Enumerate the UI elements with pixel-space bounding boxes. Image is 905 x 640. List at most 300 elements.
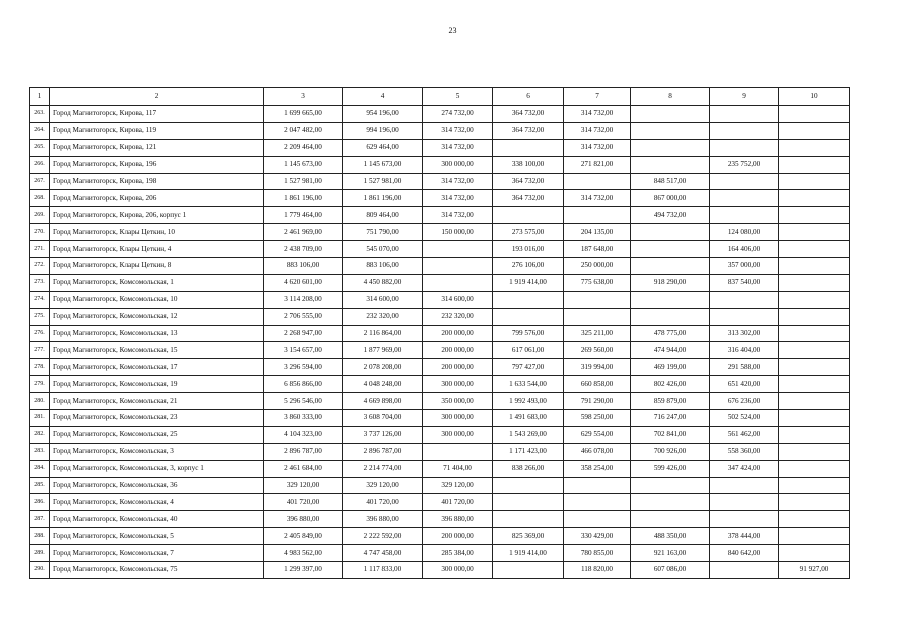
value-cell-9: 840 642,00 (710, 545, 779, 562)
table-row (30, 325, 850, 342)
value-cell-10 (779, 359, 850, 376)
row-number: 290. (30, 562, 50, 579)
value-cell-5: 329 120,00 (423, 477, 493, 494)
row-number: 289. (30, 545, 50, 562)
value-cell-4: 1 877 969,00 (343, 342, 423, 359)
value-cell-10 (779, 173, 850, 190)
row-number: 284. (30, 460, 50, 477)
value-cell-7 (564, 494, 631, 511)
value-cell-9 (710, 562, 779, 579)
row-number: 266. (30, 156, 50, 173)
value-cell-7: 775 638,00 (564, 274, 631, 291)
value-cell-7 (564, 173, 631, 190)
value-cell-8: 474 944,00 (631, 342, 710, 359)
value-cell-4: 994 196,00 (343, 122, 423, 139)
table-row (30, 545, 850, 562)
value-cell-7: 780 855,00 (564, 545, 631, 562)
address-cell: Город Магнитогорск, Комсомольская, 3, корпус 1 (50, 460, 264, 477)
value-cell-10 (779, 426, 850, 443)
value-cell-6: 276 106,00 (493, 258, 564, 275)
column-header: 1 (30, 88, 50, 106)
value-cell-10 (779, 308, 850, 325)
value-cell-8: 918 290,00 (631, 274, 710, 291)
value-cell-3: 2 706 555,00 (264, 308, 343, 325)
row-number: 268. (30, 190, 50, 207)
value-cell-4: 2 896 787,00 (343, 443, 423, 460)
value-cell-7 (564, 477, 631, 494)
value-cell-3: 3 296 594,00 (264, 359, 343, 376)
address-cell: Город Магнитогорск, Клары Цеткин, 4 (50, 241, 264, 258)
value-cell-9 (710, 122, 779, 139)
value-cell-5: 300 000,00 (423, 410, 493, 427)
table-row (30, 274, 850, 291)
value-cell-7: 598 250,00 (564, 410, 631, 427)
address-cell: Город Магнитогорск, Комсомольская, 19 (50, 376, 264, 393)
value-cell-9: 347 424,00 (710, 460, 779, 477)
value-cell-3: 3 154 657,00 (264, 342, 343, 359)
value-cell-8: 859 879,00 (631, 393, 710, 410)
value-cell-3: 1 779 464,00 (264, 207, 343, 224)
value-cell-8 (631, 258, 710, 275)
table-row (30, 460, 850, 477)
row-number: 277. (30, 342, 50, 359)
value-cell-5: 314 732,00 (423, 190, 493, 207)
value-cell-10 (779, 241, 850, 258)
value-cell-10 (779, 393, 850, 410)
value-cell-8: 599 426,00 (631, 460, 710, 477)
value-cell-9 (710, 494, 779, 511)
value-cell-9 (710, 308, 779, 325)
value-cell-5 (423, 274, 493, 291)
value-cell-6: 799 576,00 (493, 325, 564, 342)
column-header: 6 (493, 88, 564, 106)
table-row (30, 173, 850, 190)
value-cell-8 (631, 291, 710, 308)
value-cell-6: 1 919 414,00 (493, 545, 564, 562)
value-cell-9 (710, 207, 779, 224)
value-cell-7: 358 254,00 (564, 460, 631, 477)
value-cell-6: 273 575,00 (493, 224, 564, 241)
table-row (30, 511, 850, 528)
value-cell-3: 2 047 482,00 (264, 122, 343, 139)
value-cell-4: 1 117 833,00 (343, 562, 423, 579)
value-cell-3: 4 104 323,00 (264, 426, 343, 443)
address-cell: Город Магнитогорск, Комсомольская, 5 (50, 528, 264, 545)
address-cell: Город Магнитогорск, Комсомольская, 75 (50, 562, 264, 579)
table-row (30, 494, 850, 511)
address-cell: Город Магнитогорск, Комсомольская, 12 (50, 308, 264, 325)
table-row (30, 359, 850, 376)
value-cell-9 (710, 291, 779, 308)
table-row (30, 258, 850, 275)
value-cell-5: 300 000,00 (423, 376, 493, 393)
column-header: 7 (564, 88, 631, 106)
value-cell-5: 232 320,00 (423, 308, 493, 325)
value-cell-7: 269 560,00 (564, 342, 631, 359)
row-number: 288. (30, 528, 50, 545)
column-header: 9 (710, 88, 779, 106)
value-cell-4: 1 861 196,00 (343, 190, 423, 207)
value-cell-7 (564, 511, 631, 528)
address-cell: Город Магнитогорск, Комсомольская, 10 (50, 291, 264, 308)
value-cell-7 (564, 207, 631, 224)
value-cell-3: 2 405 849,00 (264, 528, 343, 545)
value-cell-4: 3 608 704,00 (343, 410, 423, 427)
value-cell-3: 396 880,00 (264, 511, 343, 528)
value-cell-6 (493, 511, 564, 528)
column-header: 5 (423, 88, 493, 106)
value-cell-9: 235 752,00 (710, 156, 779, 173)
value-cell-8 (631, 241, 710, 258)
value-cell-7: 118 820,00 (564, 562, 631, 579)
value-cell-6 (493, 291, 564, 308)
table-row (30, 139, 850, 156)
value-cell-5: 71 404,00 (423, 460, 493, 477)
header-row (30, 88, 850, 106)
value-cell-5: 150 000,00 (423, 224, 493, 241)
value-cell-8: 867 000,00 (631, 190, 710, 207)
value-cell-6 (493, 494, 564, 511)
row-number: 286. (30, 494, 50, 511)
value-cell-10: 91 927,00 (779, 562, 850, 579)
table-row (30, 207, 850, 224)
address-cell: Город Магнитогорск, Комсомольская, 25 (50, 426, 264, 443)
value-cell-10 (779, 274, 850, 291)
table-row (30, 528, 850, 545)
value-cell-4: 2 222 592,00 (343, 528, 423, 545)
value-cell-4: 809 464,00 (343, 207, 423, 224)
column-header: 10 (779, 88, 850, 106)
value-cell-3: 883 106,00 (264, 258, 343, 275)
value-cell-6 (493, 562, 564, 579)
value-cell-8: 921 163,00 (631, 545, 710, 562)
value-cell-4: 883 106,00 (343, 258, 423, 275)
row-number: 264. (30, 122, 50, 139)
table-row (30, 393, 850, 410)
address-cell: Город Магнитогорск, Кирова, 117 (50, 106, 264, 123)
value-cell-9: 502 524,00 (710, 410, 779, 427)
value-cell-10 (779, 511, 850, 528)
table-row (30, 241, 850, 258)
value-cell-3: 2 461 969,00 (264, 224, 343, 241)
value-cell-7: 660 858,00 (564, 376, 631, 393)
value-cell-6: 364 732,00 (493, 106, 564, 123)
value-cell-5: 300 000,00 (423, 156, 493, 173)
value-cell-9: 357 000,00 (710, 258, 779, 275)
address-cell: Город Магнитогорск, Комсомольская, 15 (50, 342, 264, 359)
value-cell-4: 232 320,00 (343, 308, 423, 325)
address-cell: Город Магнитогорск, Комсомольская, 7 (50, 545, 264, 562)
value-cell-6: 1 992 493,00 (493, 393, 564, 410)
value-cell-7: 466 078,00 (564, 443, 631, 460)
value-cell-9 (710, 190, 779, 207)
value-cell-3: 329 120,00 (264, 477, 343, 494)
value-cell-5 (423, 241, 493, 258)
value-cell-7: 314 732,00 (564, 139, 631, 156)
value-cell-8: 607 086,00 (631, 562, 710, 579)
value-cell-5 (423, 258, 493, 275)
value-cell-7: 314 732,00 (564, 106, 631, 123)
table-row (30, 426, 850, 443)
row-number: 272. (30, 258, 50, 275)
table-row (30, 224, 850, 241)
address-cell: Город Магнитогорск, Комсомольская, 4 (50, 494, 264, 511)
row-number: 270. (30, 224, 50, 241)
value-cell-9 (710, 139, 779, 156)
value-cell-6: 1 633 544,00 (493, 376, 564, 393)
value-cell-4: 396 880,00 (343, 511, 423, 528)
value-cell-9 (710, 477, 779, 494)
row-number: 269. (30, 207, 50, 224)
value-cell-4: 1 527 981,00 (343, 173, 423, 190)
value-cell-7: 204 135,00 (564, 224, 631, 241)
value-cell-3: 401 720,00 (264, 494, 343, 511)
value-cell-10 (779, 122, 850, 139)
table-row (30, 190, 850, 207)
value-cell-3: 4 620 601,00 (264, 274, 343, 291)
address-cell: Город Магнитогорск, Кирова, 206, корпус 1 (50, 207, 264, 224)
value-cell-10 (779, 528, 850, 545)
value-cell-10 (779, 224, 850, 241)
value-cell-6: 1 491 683,00 (493, 410, 564, 427)
row-number: 263. (30, 106, 50, 123)
value-cell-9: 651 420,00 (710, 376, 779, 393)
row-number: 280. (30, 393, 50, 410)
value-cell-4: 401 720,00 (343, 494, 423, 511)
value-cell-5: 401 720,00 (423, 494, 493, 511)
value-cell-7: 271 821,00 (564, 156, 631, 173)
value-cell-8: 802 426,00 (631, 376, 710, 393)
value-cell-9: 378 444,00 (710, 528, 779, 545)
address-cell: Город Магнитогорск, Кирова, 198 (50, 173, 264, 190)
value-cell-9: 558 360,00 (710, 443, 779, 460)
value-cell-10 (779, 376, 850, 393)
value-cell-10 (779, 325, 850, 342)
column-header: 3 (264, 88, 343, 106)
column-header: 4 (343, 88, 423, 106)
value-cell-5: 314 732,00 (423, 173, 493, 190)
table-row (30, 342, 850, 359)
value-cell-8 (631, 477, 710, 494)
value-cell-8: 700 926,00 (631, 443, 710, 460)
value-cell-6: 1 543 269,00 (493, 426, 564, 443)
table-row (30, 443, 850, 460)
value-cell-8 (631, 106, 710, 123)
value-cell-7: 319 994,00 (564, 359, 631, 376)
table-row (30, 156, 850, 173)
value-cell-8: 488 350,00 (631, 528, 710, 545)
row-number: 267. (30, 173, 50, 190)
value-cell-8 (631, 122, 710, 139)
value-cell-7 (564, 291, 631, 308)
row-number: 275. (30, 308, 50, 325)
page-number: 23 (448, 26, 457, 35)
value-cell-10 (779, 477, 850, 494)
row-number: 274. (30, 291, 50, 308)
value-cell-10 (779, 443, 850, 460)
value-cell-3: 4 983 562,00 (264, 545, 343, 562)
row-number: 273. (30, 274, 50, 291)
address-cell: Город Магнитогорск, Комсомольская, 40 (50, 511, 264, 528)
table-row (30, 291, 850, 308)
table-row (30, 562, 850, 579)
value-cell-4: 314 600,00 (343, 291, 423, 308)
row-number: 271. (30, 241, 50, 258)
value-cell-3: 2 896 787,00 (264, 443, 343, 460)
value-cell-5: 300 000,00 (423, 426, 493, 443)
value-cell-7: 314 732,00 (564, 190, 631, 207)
table-row (30, 308, 850, 325)
value-cell-8: 469 199,00 (631, 359, 710, 376)
value-cell-3: 1 861 196,00 (264, 190, 343, 207)
address-cell: Город Магнитогорск, Комсомольская, 13 (50, 325, 264, 342)
value-cell-6: 1 171 423,00 (493, 443, 564, 460)
row-number: 282. (30, 426, 50, 443)
value-cell-10 (779, 190, 850, 207)
value-cell-8: 702 841,00 (631, 426, 710, 443)
value-cell-5 (423, 443, 493, 460)
value-cell-9: 316 404,00 (710, 342, 779, 359)
value-cell-6: 364 732,00 (493, 173, 564, 190)
value-cell-6: 338 100,00 (493, 156, 564, 173)
value-cell-8 (631, 308, 710, 325)
value-cell-7: 314 732,00 (564, 122, 631, 139)
value-cell-4: 2 116 864,00 (343, 325, 423, 342)
value-cell-5: 396 880,00 (423, 511, 493, 528)
value-cell-10 (779, 494, 850, 511)
value-cell-6 (493, 139, 564, 156)
address-cell: Город Магнитогорск, Комсомольская, 21 (50, 393, 264, 410)
value-cell-3: 2 268 947,00 (264, 325, 343, 342)
value-cell-8: 494 732,00 (631, 207, 710, 224)
value-cell-7 (564, 308, 631, 325)
value-cell-7: 187 648,00 (564, 241, 631, 258)
value-cell-6 (493, 477, 564, 494)
data-table (29, 87, 850, 579)
column-header: 2 (50, 88, 264, 106)
value-cell-9 (710, 511, 779, 528)
value-cell-6: 797 427,00 (493, 359, 564, 376)
value-cell-6: 825 369,00 (493, 528, 564, 545)
value-cell-4: 629 464,00 (343, 139, 423, 156)
value-cell-8 (631, 511, 710, 528)
value-cell-3: 1 527 981,00 (264, 173, 343, 190)
table-row (30, 477, 850, 494)
address-cell: Город Магнитогорск, Комсомольская, 36 (50, 477, 264, 494)
value-cell-4: 329 120,00 (343, 477, 423, 494)
value-cell-10 (779, 139, 850, 156)
address-cell: Город Магнитогорск, Кирова, 119 (50, 122, 264, 139)
value-cell-5: 200 000,00 (423, 342, 493, 359)
value-cell-4: 954 196,00 (343, 106, 423, 123)
value-cell-5: 300 000,00 (423, 562, 493, 579)
value-cell-3: 2 209 464,00 (264, 139, 343, 156)
address-cell: Город Магнитогорск, Кирова, 196 (50, 156, 264, 173)
column-header: 8 (631, 88, 710, 106)
value-cell-10 (779, 545, 850, 562)
value-cell-9: 676 236,00 (710, 393, 779, 410)
value-cell-3: 5 296 546,00 (264, 393, 343, 410)
value-cell-4: 4 450 882,00 (343, 274, 423, 291)
address-cell: Город Магнитогорск, Комсомольская, 1 (50, 274, 264, 291)
value-cell-5: 274 732,00 (423, 106, 493, 123)
table-row (30, 122, 850, 139)
value-cell-6 (493, 308, 564, 325)
value-cell-5: 314 732,00 (423, 139, 493, 156)
row-number: 281. (30, 410, 50, 427)
value-cell-4: 1 145 673,00 (343, 156, 423, 173)
value-cell-7: 250 000,00 (564, 258, 631, 275)
value-cell-7: 629 554,00 (564, 426, 631, 443)
address-cell: Город Магнитогорск, Кирова, 121 (50, 139, 264, 156)
value-cell-4: 2 214 774,00 (343, 460, 423, 477)
value-cell-6: 617 061,00 (493, 342, 564, 359)
value-cell-9: 164 406,00 (710, 241, 779, 258)
value-cell-5: 314 732,00 (423, 122, 493, 139)
row-number: 265. (30, 139, 50, 156)
address-cell: Город Магнитогорск, Кирова, 206 (50, 190, 264, 207)
value-cell-10 (779, 258, 850, 275)
value-cell-9: 124 080,00 (710, 224, 779, 241)
table-row (30, 410, 850, 427)
value-cell-10 (779, 291, 850, 308)
value-cell-9 (710, 106, 779, 123)
value-cell-8: 716 247,00 (631, 410, 710, 427)
row-number: 287. (30, 511, 50, 528)
value-cell-5: 200 000,00 (423, 325, 493, 342)
value-cell-3: 6 856 866,00 (264, 376, 343, 393)
value-cell-6: 1 919 414,00 (493, 274, 564, 291)
value-cell-4: 4 747 458,00 (343, 545, 423, 562)
value-cell-4: 545 070,00 (343, 241, 423, 258)
value-cell-8: 848 517,00 (631, 173, 710, 190)
value-cell-6: 364 732,00 (493, 190, 564, 207)
value-cell-4: 751 790,00 (343, 224, 423, 241)
value-cell-8 (631, 224, 710, 241)
value-cell-5: 314 732,00 (423, 207, 493, 224)
value-cell-5: 200 000,00 (423, 528, 493, 545)
value-cell-6: 364 732,00 (493, 122, 564, 139)
value-cell-3: 1 299 397,00 (264, 562, 343, 579)
value-cell-9: 313 302,00 (710, 325, 779, 342)
row-number: 283. (30, 443, 50, 460)
row-number: 276. (30, 325, 50, 342)
value-cell-3: 2 461 684,00 (264, 460, 343, 477)
value-cell-3: 2 438 709,00 (264, 241, 343, 258)
value-cell-9: 291 588,00 (710, 359, 779, 376)
table-row (30, 106, 850, 123)
value-cell-6: 193 016,00 (493, 241, 564, 258)
value-cell-4: 2 078 208,00 (343, 359, 423, 376)
value-cell-5: 200 000,00 (423, 359, 493, 376)
value-cell-10 (779, 106, 850, 123)
address-cell: Город Магнитогорск, Клары Цеткин, 10 (50, 224, 264, 241)
value-cell-3: 3 860 333,00 (264, 410, 343, 427)
row-number: 279. (30, 376, 50, 393)
value-cell-6: 838 266,00 (493, 460, 564, 477)
address-cell: Город Магнитогорск, Комсомольская, 23 (50, 410, 264, 427)
value-cell-10 (779, 342, 850, 359)
value-cell-3: 1 145 673,00 (264, 156, 343, 173)
value-cell-9 (710, 173, 779, 190)
value-cell-7: 330 429,00 (564, 528, 631, 545)
row-number: 285. (30, 477, 50, 494)
value-cell-4: 3 737 126,00 (343, 426, 423, 443)
value-cell-8 (631, 139, 710, 156)
value-cell-3: 1 699 665,00 (264, 106, 343, 123)
address-cell: Город Магнитогорск, Комсомольская, 3 (50, 443, 264, 460)
value-cell-5: 314 600,00 (423, 291, 493, 308)
